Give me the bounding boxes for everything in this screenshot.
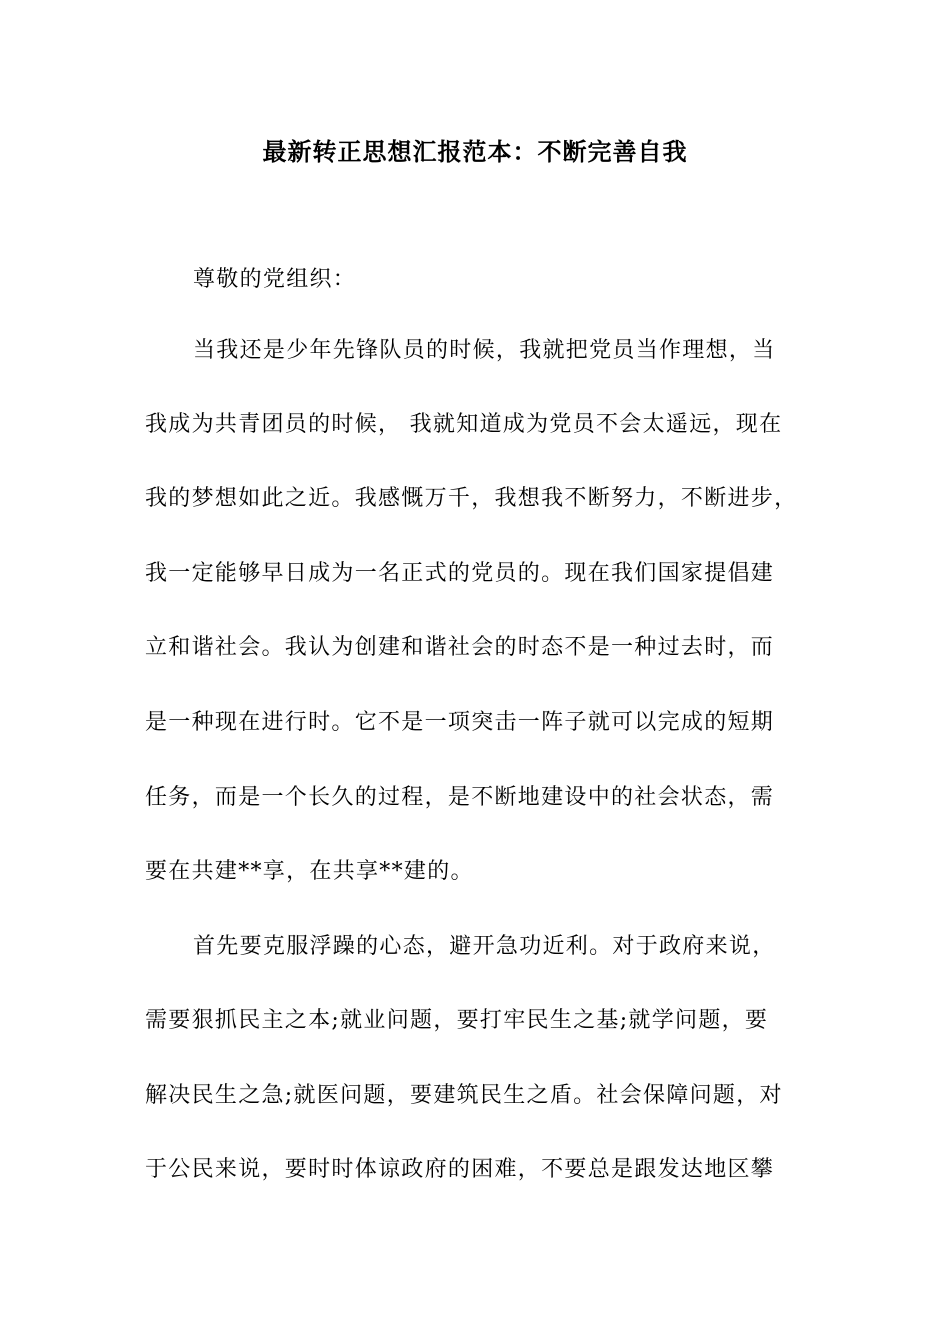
salutation: 尊敬的党组织： <box>193 267 357 292</box>
paragraph-line: 我的梦想如此之近。我感慨万千，我想我不断努力，不断进步， <box>145 486 798 511</box>
paragraph-line: 于公民来说，要时时体谅政府的困难，不要总是跟发达地区攀 <box>145 1157 775 1182</box>
paragraph-line: 解决民生之急;就医问题，要建筑民生之盾。社会保障问题，对 <box>145 1083 783 1108</box>
paragraph-line: 我一定能够早日成为一名正式的党员的。现在我们国家提倡建 <box>145 561 775 586</box>
paragraph-line: 立和谐社会。我认为创建和谐社会的时态不是一种过去时，而 <box>145 635 775 660</box>
paragraph-line: 是一种现在进行时。它不是一项突击一阵子就可以完成的短期 <box>145 710 775 735</box>
paragraph-line: 我成为共青团员的时候， 我就知道成为党员不会太遥远，现在 <box>145 412 783 437</box>
document-title: 最新转正思想汇报范本：不断完善自我 <box>262 137 688 166</box>
paragraph-line: 首先要克服浮躁的心态，避开急功近利。对于政府来说， <box>193 934 776 959</box>
paragraph-line: 需要狠抓民主之本;就业问题，要打牢民生之基;就学问题，要 <box>145 1008 769 1033</box>
paragraph-line: 要在共建**享，在共享**建的。 <box>145 859 474 884</box>
paragraph-line: 任务，而是一个长久的过程，是不断地建设中的社会状态，需 <box>145 785 775 810</box>
paragraph-line: 当我还是少年先锋队员的时候，我就把党员当作理想，当 <box>193 338 776 363</box>
